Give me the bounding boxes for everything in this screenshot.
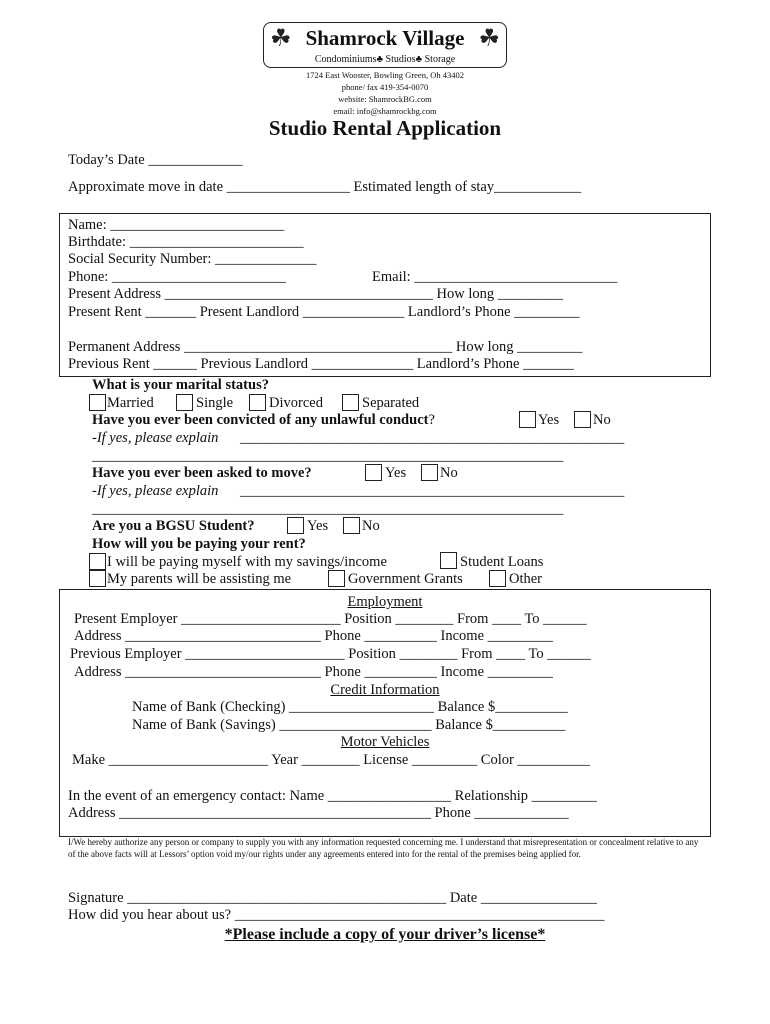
student-loans-checkbox[interactable] — [440, 552, 457, 569]
shamrock-icon: ☘ — [270, 26, 292, 52]
shamrock-icon: ☘ — [478, 26, 500, 52]
brand-name: Shamrock Village — [305, 26, 465, 50]
email-line: email: info@shamrockbg.com — [333, 106, 437, 116]
name-field[interactable]: Name: ________________________ — [68, 217, 285, 233]
savings-label: I will be paying myself with my savings/income — [107, 554, 387, 570]
convicted-no-label: No — [593, 412, 611, 428]
authorization-text: I/We hereby authorize any person or company to supply you with any information requested concerning me. I understand that misrepresentation or concealment relative to any of the above facts will at Lessors’ option void my/our rights under any agreements entered into for the rental of the premises being applied for. — [68, 837, 699, 859]
employer-address-1-field[interactable]: Address ___________________________ Phone __________ Income _________ — [74, 628, 553, 644]
vehicle-field[interactable]: Make ______________________ Year ________ License _________ Color __________ — [72, 752, 590, 768]
grants-checkbox[interactable] — [328, 570, 345, 587]
referral-field[interactable]: How did you hear about us? ___________________________________________________ — [68, 907, 605, 923]
separated-checkbox[interactable] — [342, 394, 359, 411]
explain-field-1[interactable]: _____________________________________________________ — [240, 430, 625, 446]
savings-bank-field[interactable]: Name of Bank (Savings) _____________________ Balance $__________ — [132, 717, 566, 733]
divorced-label: Divorced — [269, 395, 323, 411]
moved-yes-checkbox[interactable] — [365, 464, 382, 481]
employer-address-2-field[interactable]: Address ___________________________ Phone __________ Income _________ — [74, 664, 553, 680]
married-label: Married — [107, 395, 154, 411]
explain-field-2[interactable]: _____________________________________________________ — [240, 483, 625, 499]
move-in-field[interactable]: Approximate move in date _________________ Estimated length of stay____________ — [68, 179, 582, 195]
explain-field-1b[interactable]: _________________________________________________________________ — [92, 448, 564, 464]
moved-no-checkbox[interactable] — [421, 464, 438, 481]
email-field[interactable]: Email: ____________________________ — [372, 269, 618, 285]
credit-heading: Credit Information — [330, 682, 440, 698]
bgsu-student-question: Are you a BGSU Student? — [92, 518, 255, 534]
parents-label: My parents will be assisting me — [107, 571, 292, 587]
convicted-yes-checkbox[interactable] — [519, 411, 536, 428]
present-rent-field[interactable]: Present Rent _______ Present Landlord ______________ Landlord’s Phone _________ — [68, 304, 580, 320]
explain-label-2: -If yes, please explain — [92, 483, 219, 499]
single-label: Single — [196, 395, 234, 411]
license-note: *Please include a copy of your driver’s license* — [224, 926, 546, 943]
previous-employer-field[interactable]: Previous Employer ______________________ Position ________ From ____ To ______ — [70, 646, 591, 662]
brand-tagline: Condominiums♣ Studios♣ Storage — [314, 54, 456, 65]
parents-checkbox[interactable] — [89, 570, 106, 587]
marital-status-question: What is your marital status? — [92, 377, 269, 393]
explain-label-1: -If yes, please explain — [92, 430, 219, 446]
signature-field[interactable]: Signature ____________________________________________ Date ________________ — [68, 890, 597, 906]
moved-no-label: No — [440, 465, 458, 481]
website-line: website: ShamrockBG.com — [338, 94, 432, 104]
ssn-field[interactable]: Social Security Number: ______________ — [68, 251, 317, 267]
bgsu-no-checkbox[interactable] — [343, 517, 360, 534]
bgsu-no-label: No — [362, 518, 380, 534]
emergency-address-field[interactable]: Address ___________________________________________ Phone _____________ — [68, 805, 569, 821]
convicted-question: Have you ever been convicted of any unlawful conduct? — [92, 412, 435, 428]
birthdate-field[interactable]: Birthdate: ________________________ — [68, 234, 304, 250]
bgsu-yes-checkbox[interactable] — [287, 517, 304, 534]
vehicles-heading: Motor Vehicles — [340, 734, 430, 750]
permanent-address-field[interactable]: Permanent Address _____________________________________ How long _________ — [68, 339, 583, 355]
moved-yes-label: Yes — [385, 465, 407, 481]
convicted-no-checkbox[interactable] — [574, 411, 591, 428]
present-employer-field[interactable]: Present Employer ______________________ Position ________ From ____ To ______ — [74, 611, 587, 627]
paying-rent-question: How will you be paying your rent? — [92, 536, 306, 552]
asked-to-move-question: Have you ever been asked to move? — [92, 465, 312, 481]
other-label: Other — [509, 571, 543, 587]
emergency-contact-field[interactable]: In the event of an emergency contact: Name _________________ Relationship _________ — [68, 788, 597, 804]
savings-checkbox[interactable] — [89, 553, 106, 570]
address-line: 1724 East Wooster, Bowling Green, Oh 43402 — [306, 70, 464, 80]
grants-label: Government Grants — [348, 571, 463, 587]
single-checkbox[interactable] — [176, 394, 193, 411]
other-checkbox[interactable] — [489, 570, 506, 587]
previous-rent-field[interactable]: Previous Rent ______ Previous Landlord ______________ Landlord’s Phone _______ — [68, 356, 574, 372]
bgsu-yes-label: Yes — [307, 518, 329, 534]
checking-bank-field[interactable]: Name of Bank (Checking) ____________________ Balance $__________ — [132, 699, 568, 715]
phone-field[interactable]: Phone: ________________________ — [68, 269, 286, 285]
separated-label: Separated — [362, 395, 420, 411]
phone-line: phone/ fax 419-354-0070 — [341, 82, 429, 92]
divorced-checkbox[interactable] — [249, 394, 266, 411]
todays-date-field[interactable]: Today’s Date _____________ — [68, 152, 243, 168]
present-address-field[interactable]: Present Address _____________________________________ How long _________ — [68, 286, 564, 302]
page-title: Studio Rental Application — [268, 116, 502, 140]
logo — [263, 22, 507, 68]
employment-heading: Employment — [347, 594, 423, 610]
student-loans-label: Student Loans — [460, 554, 544, 570]
married-checkbox[interactable] — [89, 394, 106, 411]
convicted-yes-label: Yes — [538, 412, 560, 428]
explain-field-2b[interactable]: _________________________________________________________________ — [92, 501, 564, 517]
